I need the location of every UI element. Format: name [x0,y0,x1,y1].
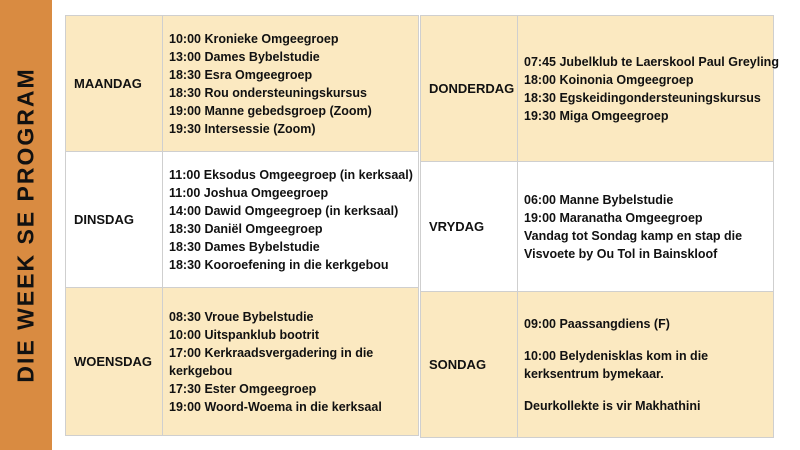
day-row-woensdag [66,288,419,436]
event-list [518,16,779,162]
event-item: 10:00 Kronieke Omgeegroep [169,31,339,46]
day-row-maandag [66,16,419,152]
event-list [518,162,774,292]
event-item: 18:30 Dames Bybelstudie [169,239,320,254]
event-item: 17:30 Ester Omgeegroep [169,381,317,396]
event-item: 19:30 Miga Omgeegroep [524,108,669,123]
day-label: DONDERDAG [421,16,518,162]
event-item: 18:30 Esra Omgeegroep [169,67,313,82]
event-item: 14:00 Dawid Omgeegroep (in kerksaal) [169,203,399,218]
event-item: 18:30 Daniël Omgeegroep [169,221,323,236]
event-list [163,288,419,436]
event-item: Deurkollekte is vir Makhathini [524,398,701,413]
day-label: MAANDAG [66,16,163,152]
page-title: DIE WEEK SE PROGRAM [12,67,39,383]
event-list [163,16,419,152]
event-item: 08:30 Vroue Bybelstudie [169,309,314,324]
day-label: WOENSDAG [66,288,163,436]
day-label: VRYDAG [421,162,518,292]
day-row-donderdag [421,16,774,162]
schedule-table-left [65,15,419,436]
event-item: 18:00 Koinonia Omgeegroep [524,72,694,87]
event-item: 18:30 Rou ondersteuningskursus [169,85,367,100]
day-label: SONDAG [421,292,518,438]
event-item: 13:00 Dames Bybelstudie [169,49,320,64]
event-item: 18:30 Egskeidingondersteuningskursus [524,90,761,105]
sidebar [0,0,52,450]
day-row-vrydag [421,162,774,292]
event-item: 10:00 Belydenisklas kom in die kerksentrum bymekaar. [524,348,709,381]
event-item: 17:00 Kerkraadsvergadering in die kerkgebou [169,345,374,378]
day-row-dinsdag [66,152,419,288]
event-list [163,152,419,288]
event-item: 19:00 Manne gebedsgroep (Zoom) [169,103,372,118]
event-item: 09:00 Paassangdiens (F) [524,316,670,331]
event-item: 19:00 Maranatha Omgeegroep [524,210,703,225]
event-item: 11:00 Joshua Omgeegroep [169,185,329,200]
event-item: 18:30 Kooroefening in die kerkgebou [169,257,389,272]
schedule-table-right [420,15,779,438]
event-item: 07:45 Jubelklub te Laerskool Paul Greyling [524,54,779,69]
event-item: 11:00 Eksodus Omgeegroep (in kerksaal) [169,167,413,182]
event-item: 19:00 Woord-Woema in die kerksaal [169,399,382,414]
day-row-sondag [421,292,774,438]
event-item: 10:00 Uitspanklub bootrit [169,327,320,342]
event-item: 06:00 Manne Bybelstudie [524,192,674,207]
event-item: 19:30 Intersessie (Zoom) [169,121,316,136]
day-label: DINSDAG [66,152,163,288]
event-list [518,292,774,438]
event-item: Vandag tot Sondag kamp en stap die Visvoete by Ou Tol in Bainskloof [524,228,743,261]
